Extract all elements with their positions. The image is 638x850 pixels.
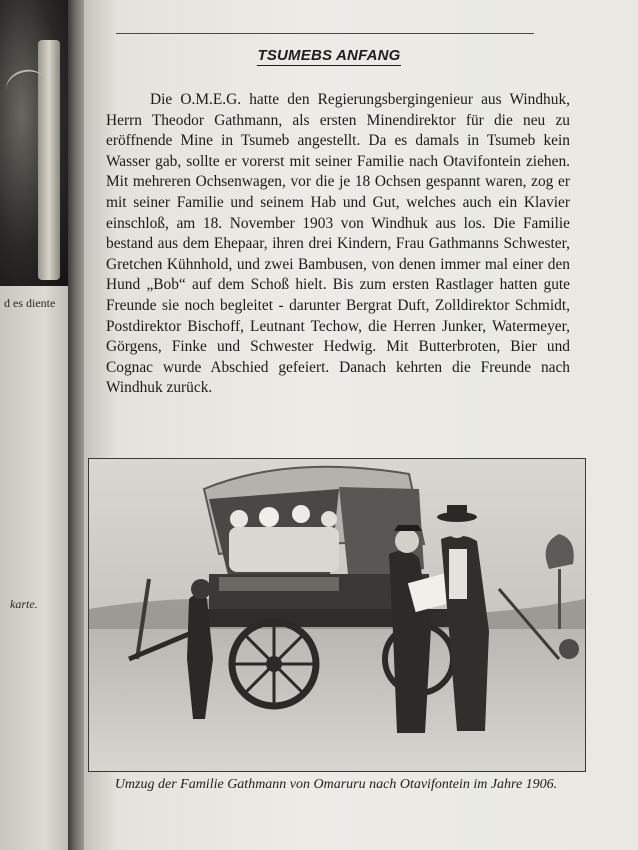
body-text <box>106 90 570 399</box>
right-page <box>84 0 638 850</box>
left-page <box>0 0 74 850</box>
ox-wagon-photo <box>89 459 585 771</box>
header-rule <box>116 33 534 34</box>
paragraph: Die O.M.E.G. hatte den Regierungsbergingenieur aus Windhuk, Herrn Theodor Gathmann, als ersten Minendirektor für die neu zu eröffnende Mine in Tsumeb angestellt. Da es damals in Tsumeb kein Wasser gab, sollte er vorerst mit seiner Familie nach Otavifontein ziehen. Mit mehreren Ochsenwagen, vor die je 18 Ochsen gespannt waren, zog er mit seiner Familie und seinem Hab und Gut, welches auch ein Klavier einschloß, am 18. November 1903 von Windhuk aus los. Die Familie bestand aus dem Ehepaar, ihren drei Kindern, Frau Gathmanns Schwester, Gretchen Kühnhold, und zwei Bambusen, von denen immer mal einer den Hund „Bob“ auf dem Schoß hielt. Bis zum ersten Rastlager hatten gute Freunde sie noch begleitet - darunter Bergrat Duft, Zolldirektor Schmidt, Postdirektor Bischoff, Leutnant Techow, die Herren Junker, Watermeyer, Görgens, Finke und Schwester Hedwig. Mit Butterbroten, Bier und Cognac wurde Abschied gefeiert. Danach kehrten die Freunde nach Windhuk zurück. <box>106 91 570 397</box>
left-page-photo <box>0 0 72 286</box>
left-page-text-fragment: d es diente <box>4 296 56 310</box>
chapter-title <box>84 47 574 64</box>
historic-photo <box>88 458 586 772</box>
left-page-caption-fragment: karte. <box>10 597 38 611</box>
chapter-title-text: TSUMEBS ANFANG <box>257 47 401 64</box>
photo-caption: Umzug der Familie Gathmann von Omaruru nach Otavifontein im Jahre 1906. <box>114 777 558 792</box>
